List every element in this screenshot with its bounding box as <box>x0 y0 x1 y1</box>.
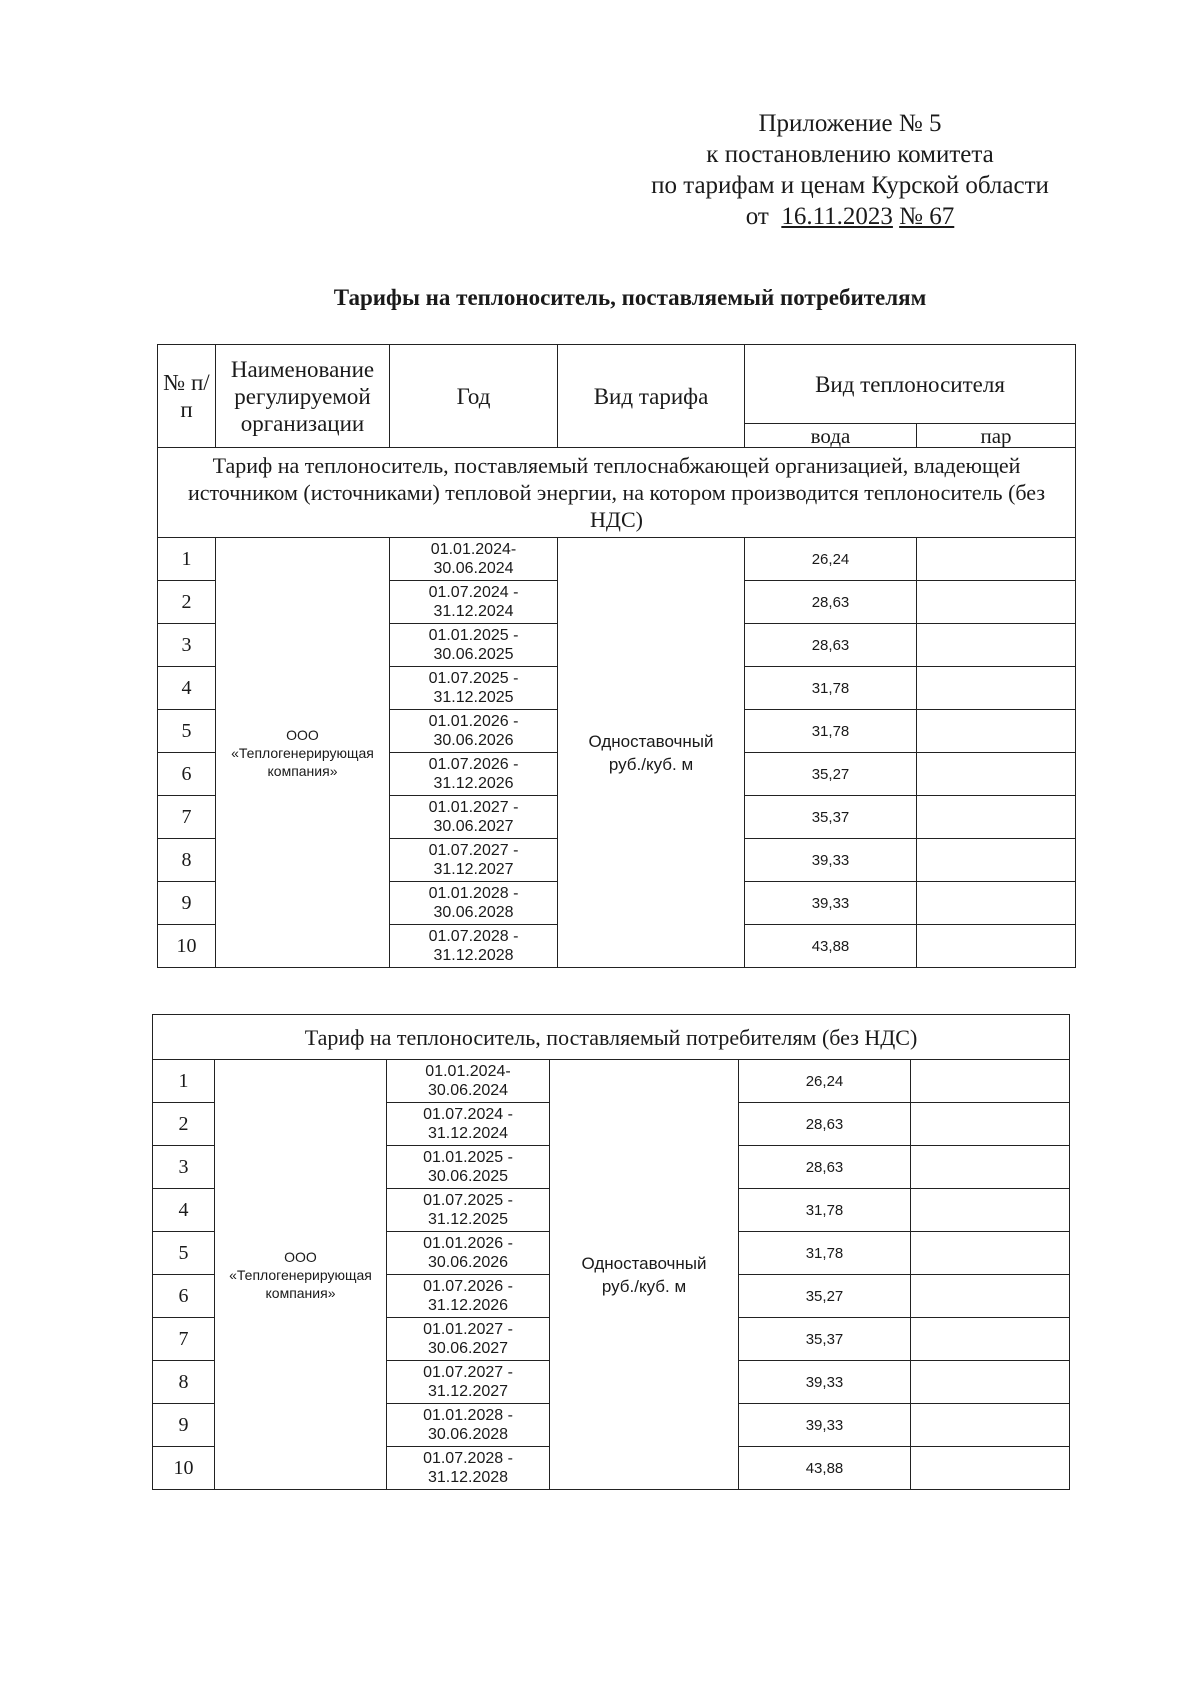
steam-value <box>917 667 1076 710</box>
period-to: 30.06.2028 <box>433 904 514 921</box>
row-number: 1 <box>158 538 216 581</box>
table-row <box>158 538 1076 581</box>
kind-line: Одноставочный <box>581 1253 707 1273</box>
header-carrier: Вид теплоносителя <box>745 345 1076 424</box>
header-water: вода <box>745 424 917 448</box>
row-number: 3 <box>153 1146 215 1189</box>
period-to: 30.06.2024 <box>427 1082 509 1099</box>
period-cell <box>387 1189 550 1232</box>
water-value: 39,33 <box>739 1361 911 1404</box>
steam-value <box>911 1189 1070 1232</box>
row-number: 3 <box>158 624 216 667</box>
period-to: 31.12.2026 <box>433 775 514 792</box>
org-line: ООО <box>284 1248 317 1265</box>
tariff-table-1 <box>157 344 1076 968</box>
period-to: 30.06.2026 <box>433 732 514 749</box>
table-row <box>153 1060 1070 1103</box>
org-line: ООО <box>286 726 319 743</box>
water-value: 35,37 <box>745 796 917 839</box>
period-cell <box>387 1146 550 1189</box>
steam-value <box>911 1318 1070 1361</box>
section-rows <box>153 1060 1070 1490</box>
document-title: Тарифы на теплоноситель, поставляемый потребителям <box>333 285 927 310</box>
row-number: 2 <box>153 1103 215 1146</box>
header-kind: Вид тарифа <box>558 345 745 448</box>
appendix-date-line <box>600 201 1100 232</box>
header-steam: пар <box>917 424 1076 448</box>
steam-value <box>911 1146 1070 1189</box>
period-from: 01.07.2026 - <box>428 756 519 773</box>
water-value: 26,24 <box>745 538 917 581</box>
row-number: 8 <box>158 839 216 882</box>
steam-value <box>911 1404 1070 1447</box>
period-from: 01.07.2028 - <box>423 1450 513 1467</box>
tariff-kind <box>550 1060 739 1490</box>
period-cell <box>387 1060 550 1103</box>
period-from: 01.07.2024 - <box>423 1106 513 1123</box>
row-number: 8 <box>153 1361 215 1404</box>
period-cell <box>390 796 558 839</box>
water-value: 39,33 <box>745 882 917 925</box>
appendix-line: Приложение № 5 <box>758 110 942 137</box>
period-cell <box>390 753 558 796</box>
row-number: 4 <box>158 667 216 710</box>
period-to: 31.12.2027 <box>427 1383 509 1400</box>
steam-value <box>917 581 1076 624</box>
period-from: 01.07.2025 - <box>423 1192 513 1209</box>
row-number: 9 <box>153 1404 215 1447</box>
kind-line: руб./куб. м <box>608 754 694 774</box>
period-from: 01.01.2025 - <box>428 627 519 644</box>
water-value: 35,27 <box>739 1275 911 1318</box>
period-cell <box>387 1447 550 1490</box>
water-value: 35,37 <box>739 1318 911 1361</box>
row-number: 6 <box>158 753 216 796</box>
row-number: 5 <box>153 1232 215 1275</box>
steam-value <box>917 839 1076 882</box>
period-cell <box>387 1103 550 1146</box>
org-line: «Теплогенерирующая <box>229 1266 372 1283</box>
steam-value <box>917 753 1076 796</box>
row-number: 4 <box>153 1189 215 1232</box>
period-from: 01.01.2028 - <box>428 885 519 902</box>
water-value: 35,27 <box>745 753 917 796</box>
row-number: 10 <box>153 1447 215 1490</box>
organization-name <box>216 538 390 968</box>
header-year: Год <box>390 345 558 448</box>
water-value: 31,78 <box>745 710 917 753</box>
appendix-line: по тарифам и ценам Курской области <box>651 172 1049 199</box>
period-to: 31.12.2028 <box>433 947 514 964</box>
period-cell <box>390 667 558 710</box>
period-from: 01.01.2024- <box>430 541 517 558</box>
period-from: 01.01.2026 - <box>428 713 519 730</box>
steam-value <box>917 882 1076 925</box>
row-number: 5 <box>158 710 216 753</box>
section-title: Тариф на теплоноситель, поставляемый теплоснабжающей организацией, владеющей источником (источниками) тепловой энергии, на котором производится теплоноситель (без НДС) <box>158 448 1076 538</box>
steam-value <box>911 1361 1070 1404</box>
period-to: 30.06.2025 <box>427 1168 509 1185</box>
period-from: 01.01.2027 - <box>423 1321 513 1338</box>
steam-value <box>917 796 1076 839</box>
period-from: 01.07.2026 - <box>423 1278 513 1295</box>
period-cell <box>387 1361 550 1404</box>
water-value: 43,88 <box>739 1447 911 1490</box>
steam-value <box>917 925 1076 968</box>
org-line: компания» <box>265 1284 336 1301</box>
period-from: 01.07.2027 - <box>423 1364 513 1381</box>
period-to: 30.06.2024 <box>433 560 514 577</box>
water-value: 31,78 <box>739 1232 911 1275</box>
period-cell <box>387 1232 550 1275</box>
period-cell <box>390 624 558 667</box>
period-to: 31.12.2028 <box>427 1469 509 1486</box>
steam-value <box>917 624 1076 667</box>
period-cell <box>387 1275 550 1318</box>
water-value: 26,24 <box>739 1060 911 1103</box>
water-value: 28,63 <box>745 581 917 624</box>
period-cell <box>387 1318 550 1361</box>
period-to: 31.12.2025 <box>427 1211 509 1228</box>
water-value: 31,78 <box>739 1189 911 1232</box>
steam-value <box>917 538 1076 581</box>
period-from: 01.01.2024- <box>425 1063 511 1080</box>
water-value: 28,63 <box>739 1103 911 1146</box>
row-number: 1 <box>153 1060 215 1103</box>
period-from: 01.07.2025 - <box>428 670 519 687</box>
kind-line: руб./куб. м <box>601 1276 687 1296</box>
water-value: 39,33 <box>739 1404 911 1447</box>
row-number: 7 <box>158 796 216 839</box>
period-cell <box>390 839 558 882</box>
steam-value <box>917 710 1076 753</box>
water-value: 31,78 <box>745 667 917 710</box>
row-number: 7 <box>153 1318 215 1361</box>
decree-date: 16.11.2023 <box>781 203 893 230</box>
water-value: 28,63 <box>745 624 917 667</box>
steam-value <box>911 1232 1070 1275</box>
period-from: 01.01.2027 - <box>428 799 519 816</box>
period-from: 01.01.2028 - <box>423 1407 513 1424</box>
steam-value <box>911 1103 1070 1146</box>
period-from: 01.07.2028 - <box>428 928 519 945</box>
period-to: 30.06.2026 <box>427 1254 509 1271</box>
period-to: 31.12.2024 <box>433 603 514 620</box>
period-to: 31.12.2026 <box>427 1297 509 1314</box>
row-number: 9 <box>158 882 216 925</box>
period-cell <box>387 1404 550 1447</box>
section-title: Тариф на теплоноситель, поставляемый потребителям (без НДС) <box>153 1015 1070 1060</box>
steam-value <box>911 1060 1070 1103</box>
water-value: 43,88 <box>745 925 917 968</box>
date-prefix: от <box>745 203 769 230</box>
period-to: 31.12.2027 <box>433 861 514 878</box>
period-to: 30.06.2025 <box>433 646 514 663</box>
water-value: 39,33 <box>745 839 917 882</box>
period-cell <box>390 581 558 624</box>
decree-number: № 67 <box>899 203 955 230</box>
section-rows <box>158 538 1076 968</box>
appendix-line: к постановлению комитета <box>706 141 994 168</box>
period-to: 30.06.2027 <box>427 1340 509 1357</box>
appendix-block <box>600 108 1100 232</box>
row-number: 2 <box>158 581 216 624</box>
period-from: 01.07.2027 - <box>428 842 519 859</box>
period-cell <box>390 710 558 753</box>
row-number: 10 <box>158 925 216 968</box>
header-org: Наименование регулируемой организации <box>216 345 390 448</box>
org-line: «Теплогенерирующая <box>231 744 374 761</box>
water-value: 28,63 <box>739 1146 911 1189</box>
period-cell <box>390 925 558 968</box>
period-to: 30.06.2028 <box>427 1426 509 1443</box>
kind-line: Одноставочный <box>588 731 714 751</box>
period-to: 31.12.2025 <box>433 689 514 706</box>
tariff-kind <box>558 538 745 968</box>
period-from: 01.01.2025 - <box>423 1149 513 1166</box>
steam-value <box>911 1275 1070 1318</box>
period-cell <box>390 538 558 581</box>
period-to: 31.12.2024 <box>427 1125 509 1142</box>
period-from: 01.07.2024 - <box>428 584 519 601</box>
org-line: компания» <box>267 762 338 779</box>
period-from: 01.01.2026 - <box>423 1235 513 1252</box>
header-no: № п/п <box>158 345 216 448</box>
period-to: 30.06.2027 <box>433 818 514 835</box>
steam-value <box>911 1447 1070 1490</box>
row-number: 6 <box>153 1275 215 1318</box>
organization-name <box>215 1060 387 1490</box>
period-cell <box>390 882 558 925</box>
tariff-table-2 <box>152 1014 1070 1490</box>
